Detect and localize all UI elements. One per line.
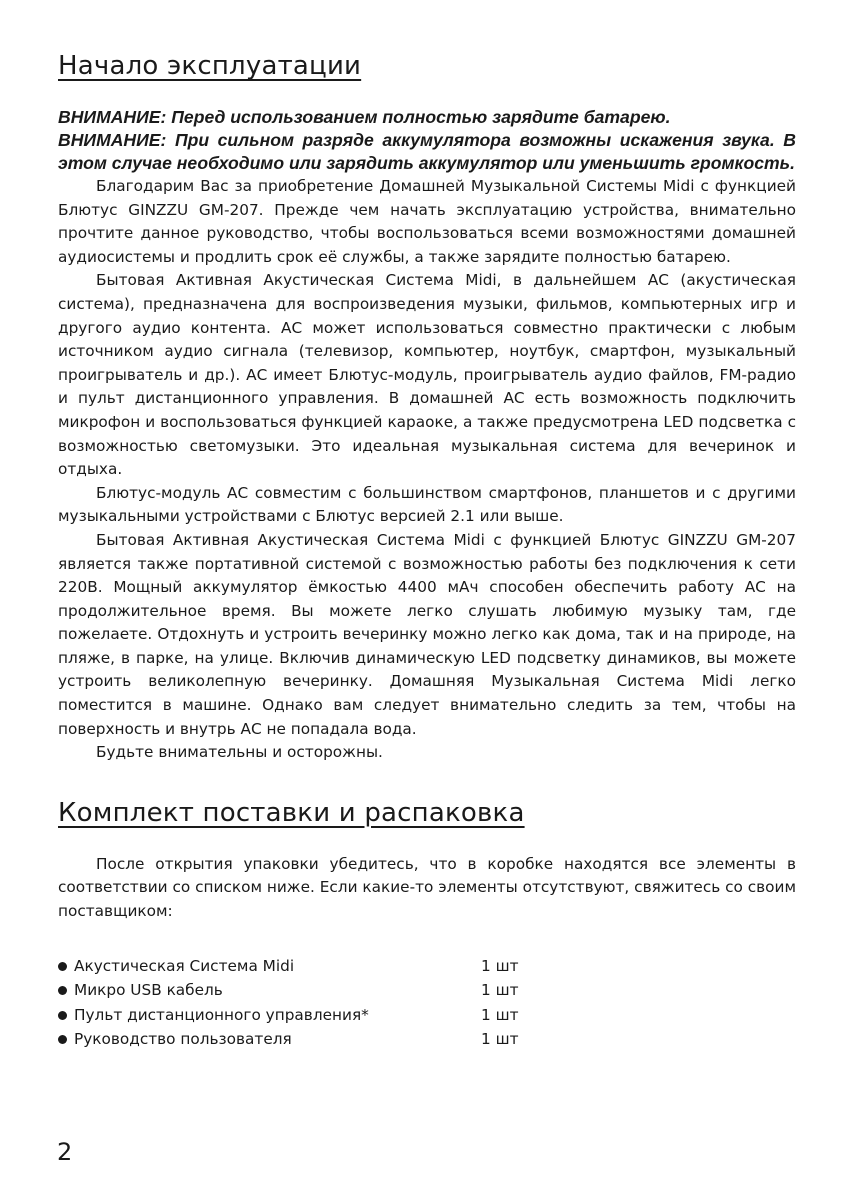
page-content [58, 48, 796, 1052]
paragraph-bluetooth: Блютус-модуль АС совместим с большинством смартфонов, планшетов и с другими музыкальными устройствами с Блютус версией 2.1 или выше. [58, 483, 796, 526]
warning-block [58, 106, 796, 175]
section-title-getting-started: Начало эксплуатации [58, 51, 362, 81]
item-name: Пульт дистанционного управления* [74, 1005, 369, 1024]
bullet-icon [58, 986, 67, 995]
bullet-icon [58, 1035, 67, 1044]
paragraph-caution: Будьте внимательны и осторожны. [96, 743, 383, 762]
list-item [58, 954, 796, 979]
item-quantity: 1 шт [481, 981, 519, 1000]
item-name: Акустическая Система Midi [74, 956, 295, 975]
section-package [58, 795, 796, 1052]
list-item [58, 978, 796, 1003]
warning-charge-battery: ВНИМАНИЕ: Перед использованием полностью зарядите батарею. [58, 107, 671, 127]
item-quantity: 1 шт [481, 956, 519, 975]
bullet-icon [58, 962, 67, 971]
list-item [58, 1003, 796, 1028]
item-quantity: 1 шт [481, 1005, 519, 1024]
section-title-package-contents: Комплект поставки и распаковка [58, 797, 525, 828]
item-quantity: 1 шт [481, 1030, 519, 1049]
item-name: Микро USB кабель [74, 981, 223, 1000]
paragraph-description: Бытовая Активная Акустическая Система Midi, в дальнейшем АС (акустическая система), предназначена для воспроизведения музыки, фильмов, компьютерных игр и другого аудио контента. АС может использоваться совместно практически с любым источником аудио сигнала (телевизор, компьютер, ноутбук, смартфон, музыкальный проигрыватель и др.). АС имеет Блютус-модуль, проигрыватель аудио файлов, FM-радио и пульт дистанционного управления. В домашней АС есть возможность подключить микрофон и воспользоваться функцией караоке, а также предусмотрена LED подсветка с возможностью светомузыки. Это идеальная музыкальная система для вечеринок и отдыха. [58, 271, 796, 479]
bullet-icon [58, 1011, 67, 1020]
page-number: 2 [57, 1138, 73, 1166]
list-item [58, 1027, 796, 1052]
warning-sound-distortion: ВНИМАНИЕ: При сильном разряде аккумулятора возможны искажения звука. В этом случае необходимо или зарядить аккумулятор или уменьшить громкость. [58, 130, 796, 173]
package-contents-list [58, 954, 796, 1052]
paragraph-thanks: Благодарим Вас за приобретение Домашней Музыкальной Системы Midi с функцией Блютус GINZZU GM-207. Прежде чем начать эксплуатацию устройства, внимательно прочтите данное руководство, чтобы воспользоваться всеми возможностями домашней аудиосистемы и продлить срок её службы, а также зарядите полностью батарею. [58, 177, 796, 266]
paragraph-portable: Бытовая Активная Акустическая Система Midi с функцией Блютус GINZZU GM-207 является также портативной системой с возможностью работы без подключения к сети 220В. Мощный аккумулятор ёмкостью 4400 мАч способен обеспечить работу АС на продолжительное время. Вы можете легко слушать любимую музыку там, где пожелаете. Отдохнуть и устроить вечеринку можно легко как дома, так и на природе, на пляже, в парке, на улице. Включив динамическую LED подсветку динамиков, вы можете устроить великолепную вечеринку. Домашняя Музыкальная Система Midi легко поместится в машине. Однако вам следует внимательно следить за тем, чтобы на поверхность и внутрь АС не попадала вода. [58, 530, 796, 738]
paragraph-package-intro: После открытия упаковки убедитесь, что в коробке находятся все элементы в соответствии со списком ниже. Если какие-то элементы отсутствуют, свяжитесь со своим поставщиком: [58, 854, 797, 921]
item-name: Руководство пользователя [74, 1030, 292, 1049]
